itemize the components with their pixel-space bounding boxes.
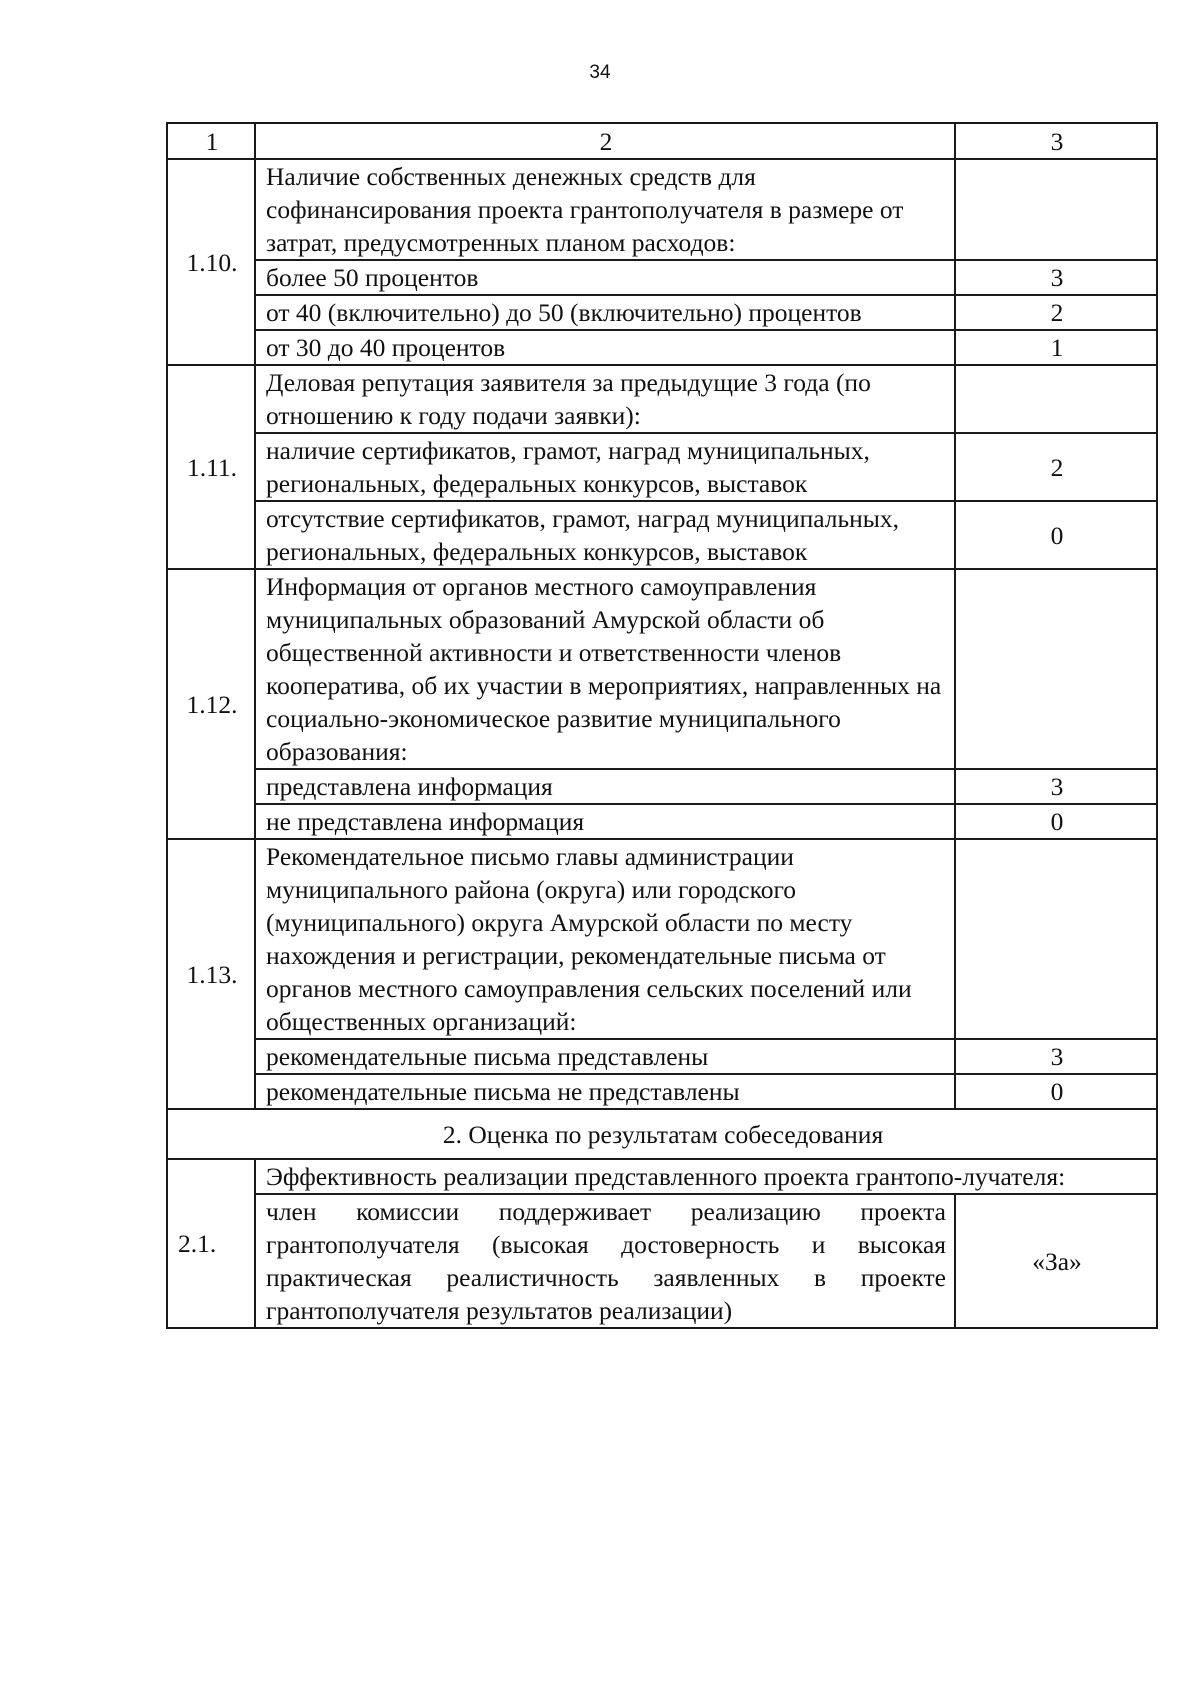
option-text: более 50 процентов [255, 260, 955, 295]
criterion-number: 1.12. [167, 569, 255, 839]
option-text: рекомендательные письма представлены [255, 1039, 955, 1074]
option-score: 3 [955, 1039, 1157, 1074]
criterion-number: 2.1. [167, 1159, 255, 1328]
criterion-number: 1.11. [167, 365, 255, 569]
option-text: от 40 (включительно) до 50 (включительно) процентов [255, 295, 955, 330]
table-row [167, 295, 1157, 330]
option-text: представлена информация [255, 769, 955, 804]
option-score: 3 [955, 769, 1157, 804]
option-text: от 30 до 40 процентов [255, 330, 955, 365]
table-row [167, 804, 1157, 839]
column-header-3: 3 [955, 123, 1157, 159]
column-header-1: 1 [167, 123, 255, 159]
option-score: 0 [955, 804, 1157, 839]
section-row [167, 1109, 1157, 1159]
table-row [167, 365, 1157, 433]
option-score: 2 [955, 433, 1157, 501]
table-row [167, 839, 1157, 1039]
table-header-row [167, 123, 1157, 159]
table-row [167, 569, 1157, 769]
table-row [167, 1039, 1157, 1074]
option-score: 2 [955, 295, 1157, 330]
option-score: 0 [955, 501, 1157, 569]
table-row [167, 260, 1157, 295]
criterion-title: Эффективность реализации представленного проекта грантопо-лучателя: [255, 1159, 1157, 1194]
criterion-number: 1.10. [167, 159, 255, 365]
criterion-score-empty [955, 365, 1157, 433]
table-row [167, 501, 1157, 569]
column-header-2: 2 [255, 123, 955, 159]
option-text: наличие сертификатов, грамот, наград муниципальных, региональных, федеральных конкурсов, выставок [255, 433, 955, 501]
criterion-number: 1.13. [167, 839, 255, 1109]
option-score: 1 [955, 330, 1157, 365]
table-row [167, 1074, 1157, 1109]
option-score: 3 [955, 260, 1157, 295]
table-row [167, 1194, 1157, 1328]
option-text: не представлена информация [255, 804, 955, 839]
page-number: 34 [589, 62, 611, 83]
option-text: член комиссии поддерживает реализацию проекта грантополучателя (высокая достоверность и высокая практическая реалистичность заявленных в проекте грантополучателя результатов реализации) [255, 1194, 955, 1328]
option-text: отсутствие сертификатов, грамот, наград муниципальных, региональных, федеральных конкурсов, выставок [255, 501, 955, 569]
option-score: «За» [955, 1194, 1157, 1328]
criterion-title: Рекомендательное письмо главы администрации муниципального района (округа) или городского (муниципального) округа Амурской области по месту нахождения и регистрации, рекомендательные письма от органов местного самоуправления сельских поселений или общественных организаций: [255, 839, 955, 1039]
criteria-table [166, 122, 1158, 1329]
criterion-title: Деловая репутация заявителя за предыдущие 3 года (по отношению к году подачи заявки): [255, 365, 955, 433]
table-row [167, 769, 1157, 804]
table-row [167, 159, 1157, 260]
option-text: рекомендательные письма не представлены [255, 1074, 955, 1109]
criterion-score-empty [955, 569, 1157, 769]
section-title: 2. Оценка по результатам собеседования [167, 1109, 1157, 1159]
table-row [167, 1159, 1157, 1194]
criterion-title: Информация от органов местного самоуправления муниципальных образований Амурской области об общественной активности и ответственности членов кооператива, об их участии в мероприятиях, направленных на социально-экономическое развитие муниципального образования: [255, 569, 955, 769]
table-row [167, 330, 1157, 365]
option-score: 0 [955, 1074, 1157, 1109]
table-row [167, 433, 1157, 501]
criterion-score-empty [955, 159, 1157, 260]
criterion-title: Наличие собственных денежных средств для софинансирования проекта грантополучателя в размере от затрат, предусмотренных планом расходов: [255, 159, 955, 260]
criterion-score-empty [955, 839, 1157, 1039]
